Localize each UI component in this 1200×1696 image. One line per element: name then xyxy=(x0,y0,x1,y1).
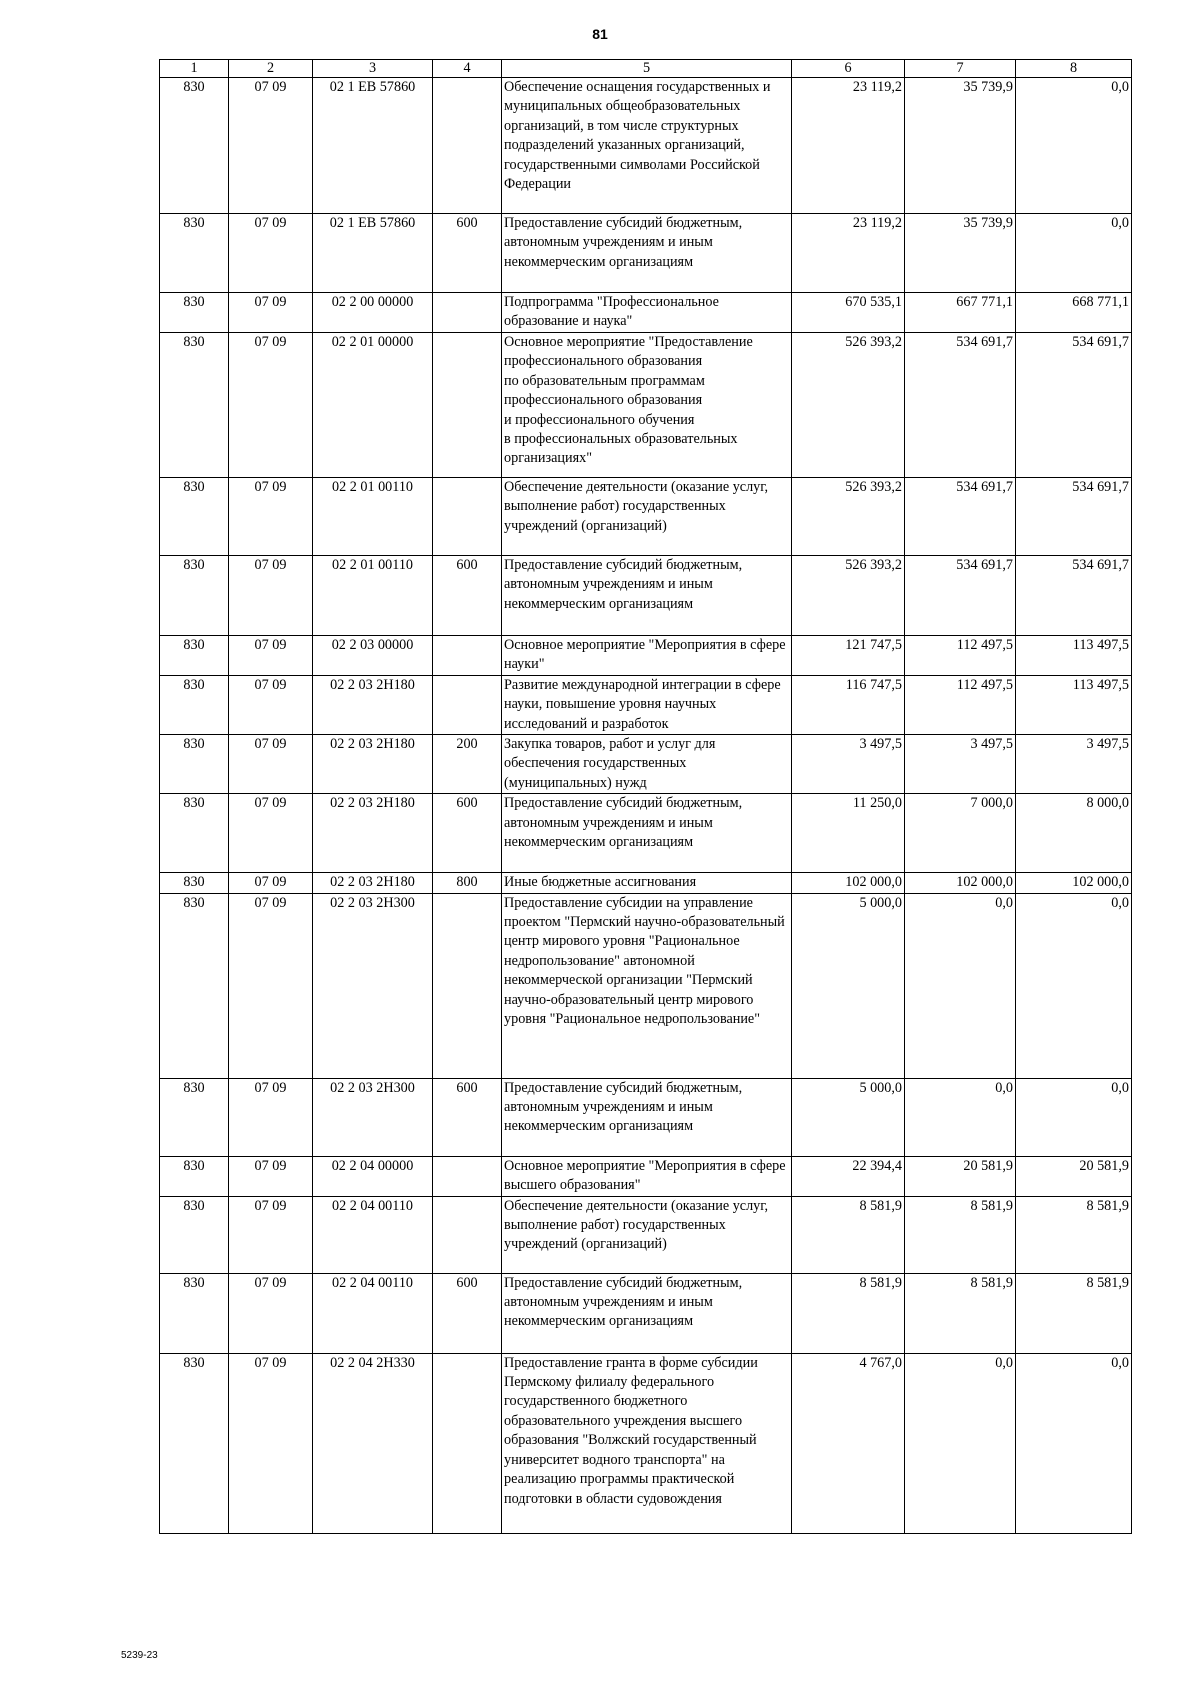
table-body xyxy=(160,78,1132,1534)
header-col-5: 5 xyxy=(502,60,792,78)
cell-expense-type xyxy=(433,478,502,556)
cell-amount-year-1: 526 393,2 xyxy=(792,556,905,636)
cell-amount-year-3: 0,0 xyxy=(1016,1078,1132,1156)
cell-admin-code: 830 xyxy=(160,1156,229,1196)
cell-description: Предоставление субсидий бюджетным, автономным учреждениям и иным некоммерческим организациям xyxy=(502,794,792,873)
cell-description: Обеспечение деятельности (оказание услуг, выполнение работ) государственных учреждений (организаций) xyxy=(502,1196,792,1273)
cell-amount-year-2: 112 497,5 xyxy=(905,675,1016,734)
cell-amount-year-1: 5 000,0 xyxy=(792,1078,905,1156)
cell-amount-year-1: 670 535,1 xyxy=(792,293,905,333)
cell-amount-year-2: 534 691,7 xyxy=(905,333,1016,478)
cell-admin-code: 830 xyxy=(160,794,229,873)
cell-description: Развитие международной интеграции в сфере науки, повышение уровня научных исследований и разработок xyxy=(502,675,792,734)
cell-admin-code: 830 xyxy=(160,1273,229,1353)
cell-admin-code: 830 xyxy=(160,893,229,1078)
cell-admin-code: 830 xyxy=(160,478,229,556)
cell-expense-type xyxy=(433,78,502,214)
table-row xyxy=(160,478,1132,556)
cell-section-code: 07 09 xyxy=(229,214,313,293)
cell-target-article: 02 2 00 00000 xyxy=(313,293,433,333)
cell-description: Обеспечение оснащения государственных и муниципальных общеобразовательных организаций, в том числе структурных подразделений указанных организаций, государственными символами Российской Федерации xyxy=(502,78,792,214)
cell-section-code: 07 09 xyxy=(229,478,313,556)
cell-expense-type: 600 xyxy=(433,794,502,873)
cell-expense-type xyxy=(433,1353,502,1533)
table-row xyxy=(160,293,1132,333)
cell-amount-year-3: 20 581,9 xyxy=(1016,1156,1132,1196)
cell-admin-code: 830 xyxy=(160,735,229,794)
cell-description: Основное мероприятие "Мероприятия в сфере высшего образования" xyxy=(502,1156,792,1196)
cell-amount-year-2: 8 581,9 xyxy=(905,1273,1016,1353)
cell-amount-year-2: 667 771,1 xyxy=(905,293,1016,333)
cell-amount-year-3: 8 000,0 xyxy=(1016,794,1132,873)
cell-amount-year-1: 4 767,0 xyxy=(792,1353,905,1533)
cell-amount-year-3: 0,0 xyxy=(1016,78,1132,214)
cell-amount-year-2: 534 691,7 xyxy=(905,556,1016,636)
cell-section-code: 07 09 xyxy=(229,794,313,873)
cell-section-code: 07 09 xyxy=(229,1078,313,1156)
cell-section-code: 07 09 xyxy=(229,1353,313,1533)
table-row xyxy=(160,78,1132,214)
header-col-7: 7 xyxy=(905,60,1016,78)
cell-amount-year-2: 8 581,9 xyxy=(905,1196,1016,1273)
cell-admin-code: 830 xyxy=(160,873,229,893)
cell-amount-year-3: 113 497,5 xyxy=(1016,675,1132,734)
cell-amount-year-2: 35 739,9 xyxy=(905,214,1016,293)
cell-admin-code: 830 xyxy=(160,636,229,676)
table-row xyxy=(160,873,1132,893)
cell-amount-year-3: 0,0 xyxy=(1016,893,1132,1078)
cell-amount-year-3: 8 581,9 xyxy=(1016,1196,1132,1273)
table-row xyxy=(160,1196,1132,1273)
cell-amount-year-1: 23 119,2 xyxy=(792,78,905,214)
cell-amount-year-1: 8 581,9 xyxy=(792,1196,905,1273)
cell-target-article: 02 2 01 00000 xyxy=(313,333,433,478)
cell-target-article: 02 2 03 2H180 xyxy=(313,675,433,734)
cell-section-code: 07 09 xyxy=(229,556,313,636)
cell-admin-code: 830 xyxy=(160,293,229,333)
table-row xyxy=(160,214,1132,293)
cell-admin-code: 830 xyxy=(160,214,229,293)
cell-amount-year-2: 20 581,9 xyxy=(905,1156,1016,1196)
cell-amount-year-1: 22 394,4 xyxy=(792,1156,905,1196)
table-row xyxy=(160,1353,1132,1533)
cell-expense-type: 600 xyxy=(433,214,502,293)
cell-expense-type xyxy=(433,333,502,478)
cell-description: Предоставление субсидий бюджетным, автономным учреждениям и иным некоммерческим организациям xyxy=(502,1078,792,1156)
cell-target-article: 02 2 03 00000 xyxy=(313,636,433,676)
cell-amount-year-1: 3 497,5 xyxy=(792,735,905,794)
cell-target-article: 02 2 01 00110 xyxy=(313,478,433,556)
page-number: 81 xyxy=(592,26,608,42)
cell-amount-year-1: 102 000,0 xyxy=(792,873,905,893)
cell-description: Подпрограмма "Профессиональное образование и наука" xyxy=(502,293,792,333)
cell-target-article: 02 2 03 2H180 xyxy=(313,735,433,794)
cell-section-code: 07 09 xyxy=(229,78,313,214)
cell-amount-year-1: 5 000,0 xyxy=(792,893,905,1078)
cell-expense-type xyxy=(433,293,502,333)
cell-admin-code: 830 xyxy=(160,1353,229,1533)
cell-amount-year-3: 113 497,5 xyxy=(1016,636,1132,676)
table-row xyxy=(160,1156,1132,1196)
cell-expense-type xyxy=(433,636,502,676)
cell-amount-year-1: 121 747,5 xyxy=(792,636,905,676)
table-row xyxy=(160,333,1132,478)
cell-target-article: 02 2 03 2H180 xyxy=(313,794,433,873)
cell-amount-year-2: 3 497,5 xyxy=(905,735,1016,794)
cell-expense-type xyxy=(433,1196,502,1273)
cell-target-article: 02 2 03 2H300 xyxy=(313,1078,433,1156)
cell-section-code: 07 09 xyxy=(229,636,313,676)
table-row xyxy=(160,675,1132,734)
cell-target-article: 02 1 EB 57860 xyxy=(313,78,433,214)
cell-admin-code: 830 xyxy=(160,1078,229,1156)
cell-description: Закупка товаров, работ и услуг для обеспечения государственных (муниципальных) нужд xyxy=(502,735,792,794)
cell-amount-year-3: 0,0 xyxy=(1016,214,1132,293)
table-row xyxy=(160,636,1132,676)
cell-target-article: 02 2 01 00110 xyxy=(313,556,433,636)
cell-amount-year-1: 11 250,0 xyxy=(792,794,905,873)
cell-target-article: 02 2 04 2H330 xyxy=(313,1353,433,1533)
cell-description: Предоставление субсидий бюджетным, автономным учреждениям и иным некоммерческим организациям xyxy=(502,1273,792,1353)
cell-expense-type: 600 xyxy=(433,1078,502,1156)
cell-amount-year-1: 116 747,5 xyxy=(792,675,905,734)
cell-amount-year-3: 534 691,7 xyxy=(1016,478,1132,556)
cell-amount-year-3: 534 691,7 xyxy=(1016,556,1132,636)
cell-description: Предоставление субсидий бюджетным, автономным учреждениям и иным некоммерческим организациям xyxy=(502,556,792,636)
cell-amount-year-2: 534 691,7 xyxy=(905,478,1016,556)
table-row xyxy=(160,794,1132,873)
cell-section-code: 07 09 xyxy=(229,893,313,1078)
cell-section-code: 07 09 xyxy=(229,873,313,893)
header-col-8: 8 xyxy=(1016,60,1132,78)
cell-amount-year-3: 3 497,5 xyxy=(1016,735,1132,794)
cell-admin-code: 830 xyxy=(160,556,229,636)
cell-target-article: 02 2 04 00110 xyxy=(313,1196,433,1273)
cell-description: Иные бюджетные ассигнования xyxy=(502,873,792,893)
cell-section-code: 07 09 xyxy=(229,1196,313,1273)
cell-section-code: 07 09 xyxy=(229,293,313,333)
document-code: 5239-23 xyxy=(121,1650,158,1661)
cell-section-code: 07 09 xyxy=(229,735,313,794)
cell-section-code: 07 09 xyxy=(229,1156,313,1196)
budget-table xyxy=(159,59,1132,1534)
cell-admin-code: 830 xyxy=(160,675,229,734)
table-header-row xyxy=(160,60,1132,78)
cell-expense-type: 600 xyxy=(433,556,502,636)
cell-expense-type: 600 xyxy=(433,1273,502,1353)
cell-amount-year-2: 112 497,5 xyxy=(905,636,1016,676)
table-row xyxy=(160,735,1132,794)
cell-description: Основное мероприятие "Предоставление профессионального образования по образовательным программам профессионального образования и профессионального обучения в профессиональных образовательных организациях" xyxy=(502,333,792,478)
cell-section-code: 07 09 xyxy=(229,1273,313,1353)
cell-amount-year-1: 8 581,9 xyxy=(792,1273,905,1353)
cell-amount-year-3: 102 000,0 xyxy=(1016,873,1132,893)
table-row xyxy=(160,556,1132,636)
cell-section-code: 07 09 xyxy=(229,675,313,734)
header-col-2: 2 xyxy=(229,60,313,78)
cell-section-code: 07 09 xyxy=(229,333,313,478)
cell-expense-type xyxy=(433,893,502,1078)
cell-amount-year-2: 35 739,9 xyxy=(905,78,1016,214)
cell-admin-code: 830 xyxy=(160,333,229,478)
cell-amount-year-2: 7 000,0 xyxy=(905,794,1016,873)
header-col-3: 3 xyxy=(313,60,433,78)
cell-description: Предоставление субсидии на управление проектом "Пермский научно-образовательный центр мирового уровня "Рациональное недропользование" автономной некоммерческой организации "Пермский научно-образовательный центр мирового уровня "Рациональное недропользование" xyxy=(502,893,792,1078)
cell-target-article: 02 2 04 00110 xyxy=(313,1273,433,1353)
cell-target-article: 02 2 03 2H180 xyxy=(313,873,433,893)
cell-description: Основное мероприятие "Мероприятия в сфере науки" xyxy=(502,636,792,676)
cell-admin-code: 830 xyxy=(160,78,229,214)
cell-admin-code: 830 xyxy=(160,1196,229,1273)
header-col-1: 1 xyxy=(160,60,229,78)
cell-amount-year-1: 526 393,2 xyxy=(792,333,905,478)
header-col-6: 6 xyxy=(792,60,905,78)
cell-target-article: 02 2 04 00000 xyxy=(313,1156,433,1196)
cell-amount-year-3: 0,0 xyxy=(1016,1353,1132,1533)
cell-description: Предоставление субсидий бюджетным, автономным учреждениям и иным некоммерческим организациям xyxy=(502,214,792,293)
table-row xyxy=(160,1078,1132,1156)
cell-amount-year-1: 526 393,2 xyxy=(792,478,905,556)
cell-target-article: 02 1 EB 57860 xyxy=(313,214,433,293)
cell-expense-type xyxy=(433,1156,502,1196)
cell-description: Предоставление гранта в форме субсидии Пермскому филиалу федерального государственного бюджетного образовательного учреждения высшего образования "Волжский государственный университет водного транспорта" на реализацию программы практической подготовки в области судовождения xyxy=(502,1353,792,1533)
cell-amount-year-2: 0,0 xyxy=(905,1078,1016,1156)
cell-amount-year-3: 534 691,7 xyxy=(1016,333,1132,478)
cell-target-article: 02 2 03 2H300 xyxy=(313,893,433,1078)
cell-amount-year-2: 102 000,0 xyxy=(905,873,1016,893)
cell-amount-year-1: 23 119,2 xyxy=(792,214,905,293)
cell-expense-type: 800 xyxy=(433,873,502,893)
table-row xyxy=(160,893,1132,1078)
cell-amount-year-2: 0,0 xyxy=(905,1353,1016,1533)
cell-expense-type: 200 xyxy=(433,735,502,794)
cell-description: Обеспечение деятельности (оказание услуг, выполнение работ) государственных учреждений (организаций) xyxy=(502,478,792,556)
cell-expense-type xyxy=(433,675,502,734)
header-col-4: 4 xyxy=(433,60,502,78)
cell-amount-year-3: 8 581,9 xyxy=(1016,1273,1132,1353)
cell-amount-year-3: 668 771,1 xyxy=(1016,293,1132,333)
table-row xyxy=(160,1273,1132,1353)
cell-amount-year-2: 0,0 xyxy=(905,893,1016,1078)
